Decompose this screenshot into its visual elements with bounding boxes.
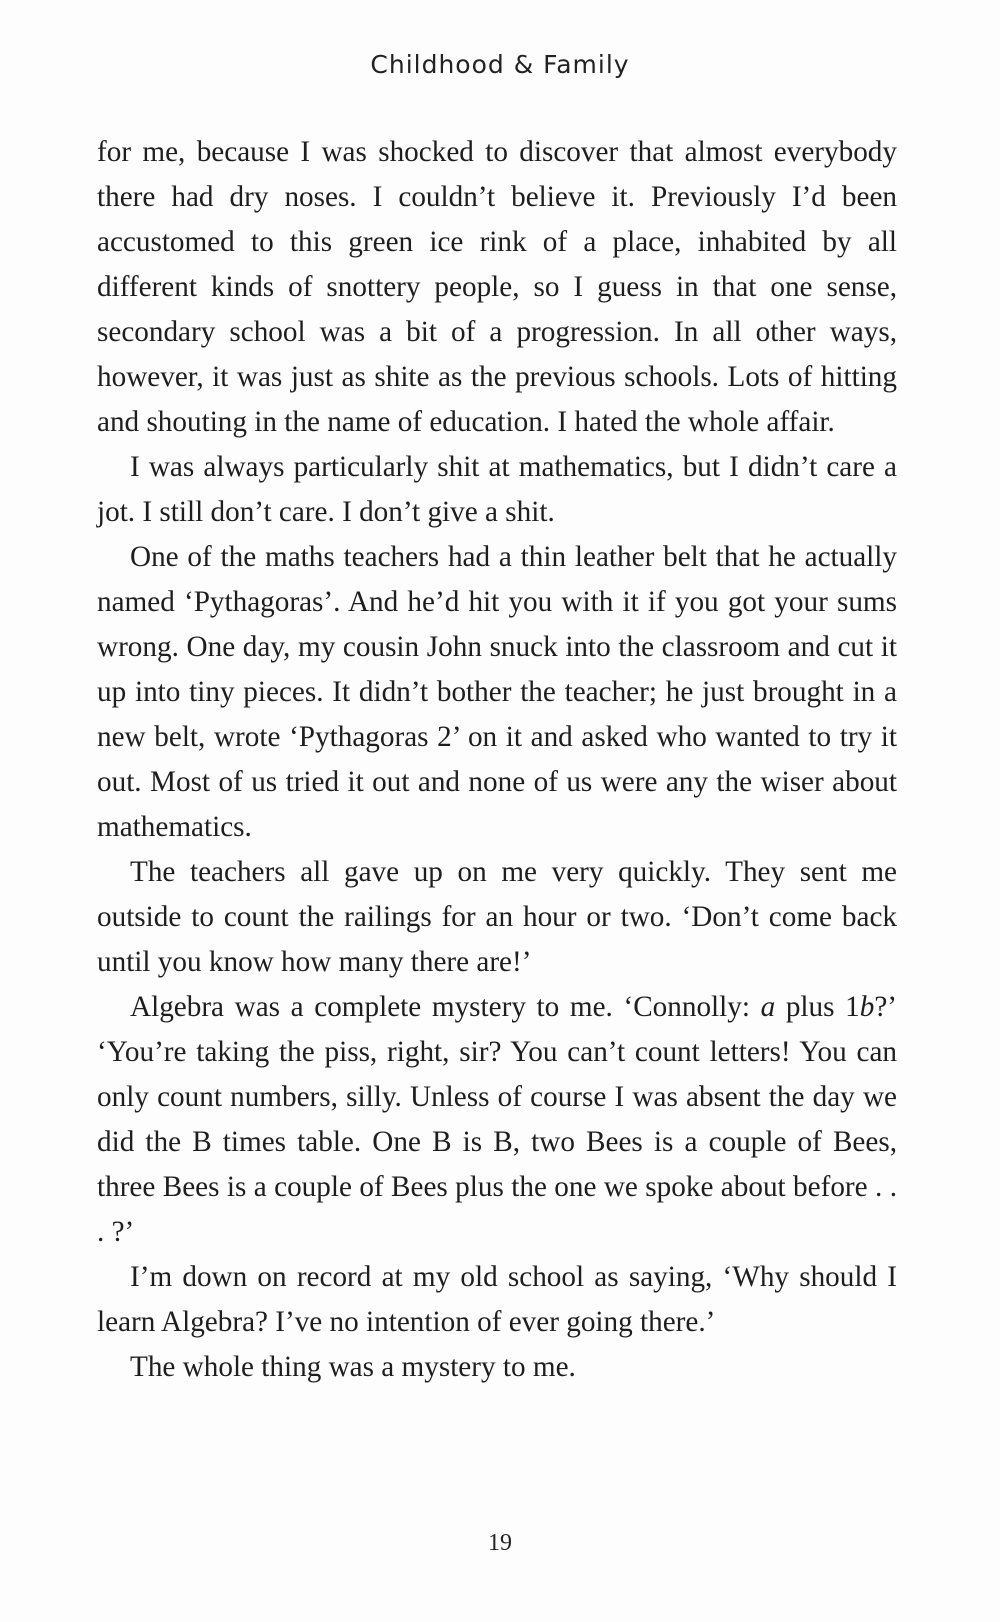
- running-head: Childhood & Family: [370, 50, 630, 79]
- italic-a: a: [760, 991, 776, 1023]
- paragraph-5-part-1: Algebra was a complete mystery to me. ‘Connolly:: [130, 991, 761, 1023]
- body-text: [97, 130, 897, 1390]
- page-number: 19: [488, 1530, 512, 1556]
- paragraph-3: One of the maths teachers had a thin leather belt that he actually named ‘Pythagoras’. And he’d hit you with it if you got your sums wrong. One day, my cousin John snuck into the classroom and cut it up into tiny pieces. It didn’t bother the teacher; he just brought in a new belt, wrote ‘Pythagoras 2’ on it and asked who wanted to try it out. Most of us tried it out and none of us were any the wiser about mathematics.: [97, 541, 897, 843]
- paragraph-5-part-3: ?’ ‘You’re taking the piss, right, sir? You can’t count letters! You can only count numbers, silly. Unless of course I was absent the day we did the B times table. One B is B, two Bees is a couple of Bees, three Bees is a couple of Bees plus the one we spoke about before . . . ?’: [97, 991, 898, 1248]
- paragraph-7: The whole thing was a mystery to me.: [130, 1351, 576, 1383]
- italic-b: b: [859, 991, 875, 1023]
- paragraph-5: [97, 985, 897, 1255]
- paragraph-4: The teachers all gave up on me very quickly. They sent me outside to count the railings for an hour or two. ‘Don’t come back until you know how many there are!’: [97, 856, 897, 978]
- paragraph-5-part-2: plus 1: [775, 991, 860, 1023]
- paragraph-1: for me, because I was shocked to discover that almost everybody there had dry noses. I couldn’t believe it. Previously I’d been accustomed to this green ice rink of a place, inhabited by all different kinds of snottery people, so I guess in that one sense, secondary school was a bit of a progression. In all other ways, however, it was just as shite as the previous schools. Lots of hitting and shouting in the name of education. I hated the whole affair.: [97, 136, 897, 438]
- paragraph-6: I’m down on record at my old school as saying, ‘Why should I learn Algebra? I’ve no intention of ever going there.’: [97, 1261, 897, 1338]
- paragraph-2: I was always particularly shit at mathematics, but I didn’t care a jot. I still don’t care. I don’t give a shit.: [97, 451, 897, 528]
